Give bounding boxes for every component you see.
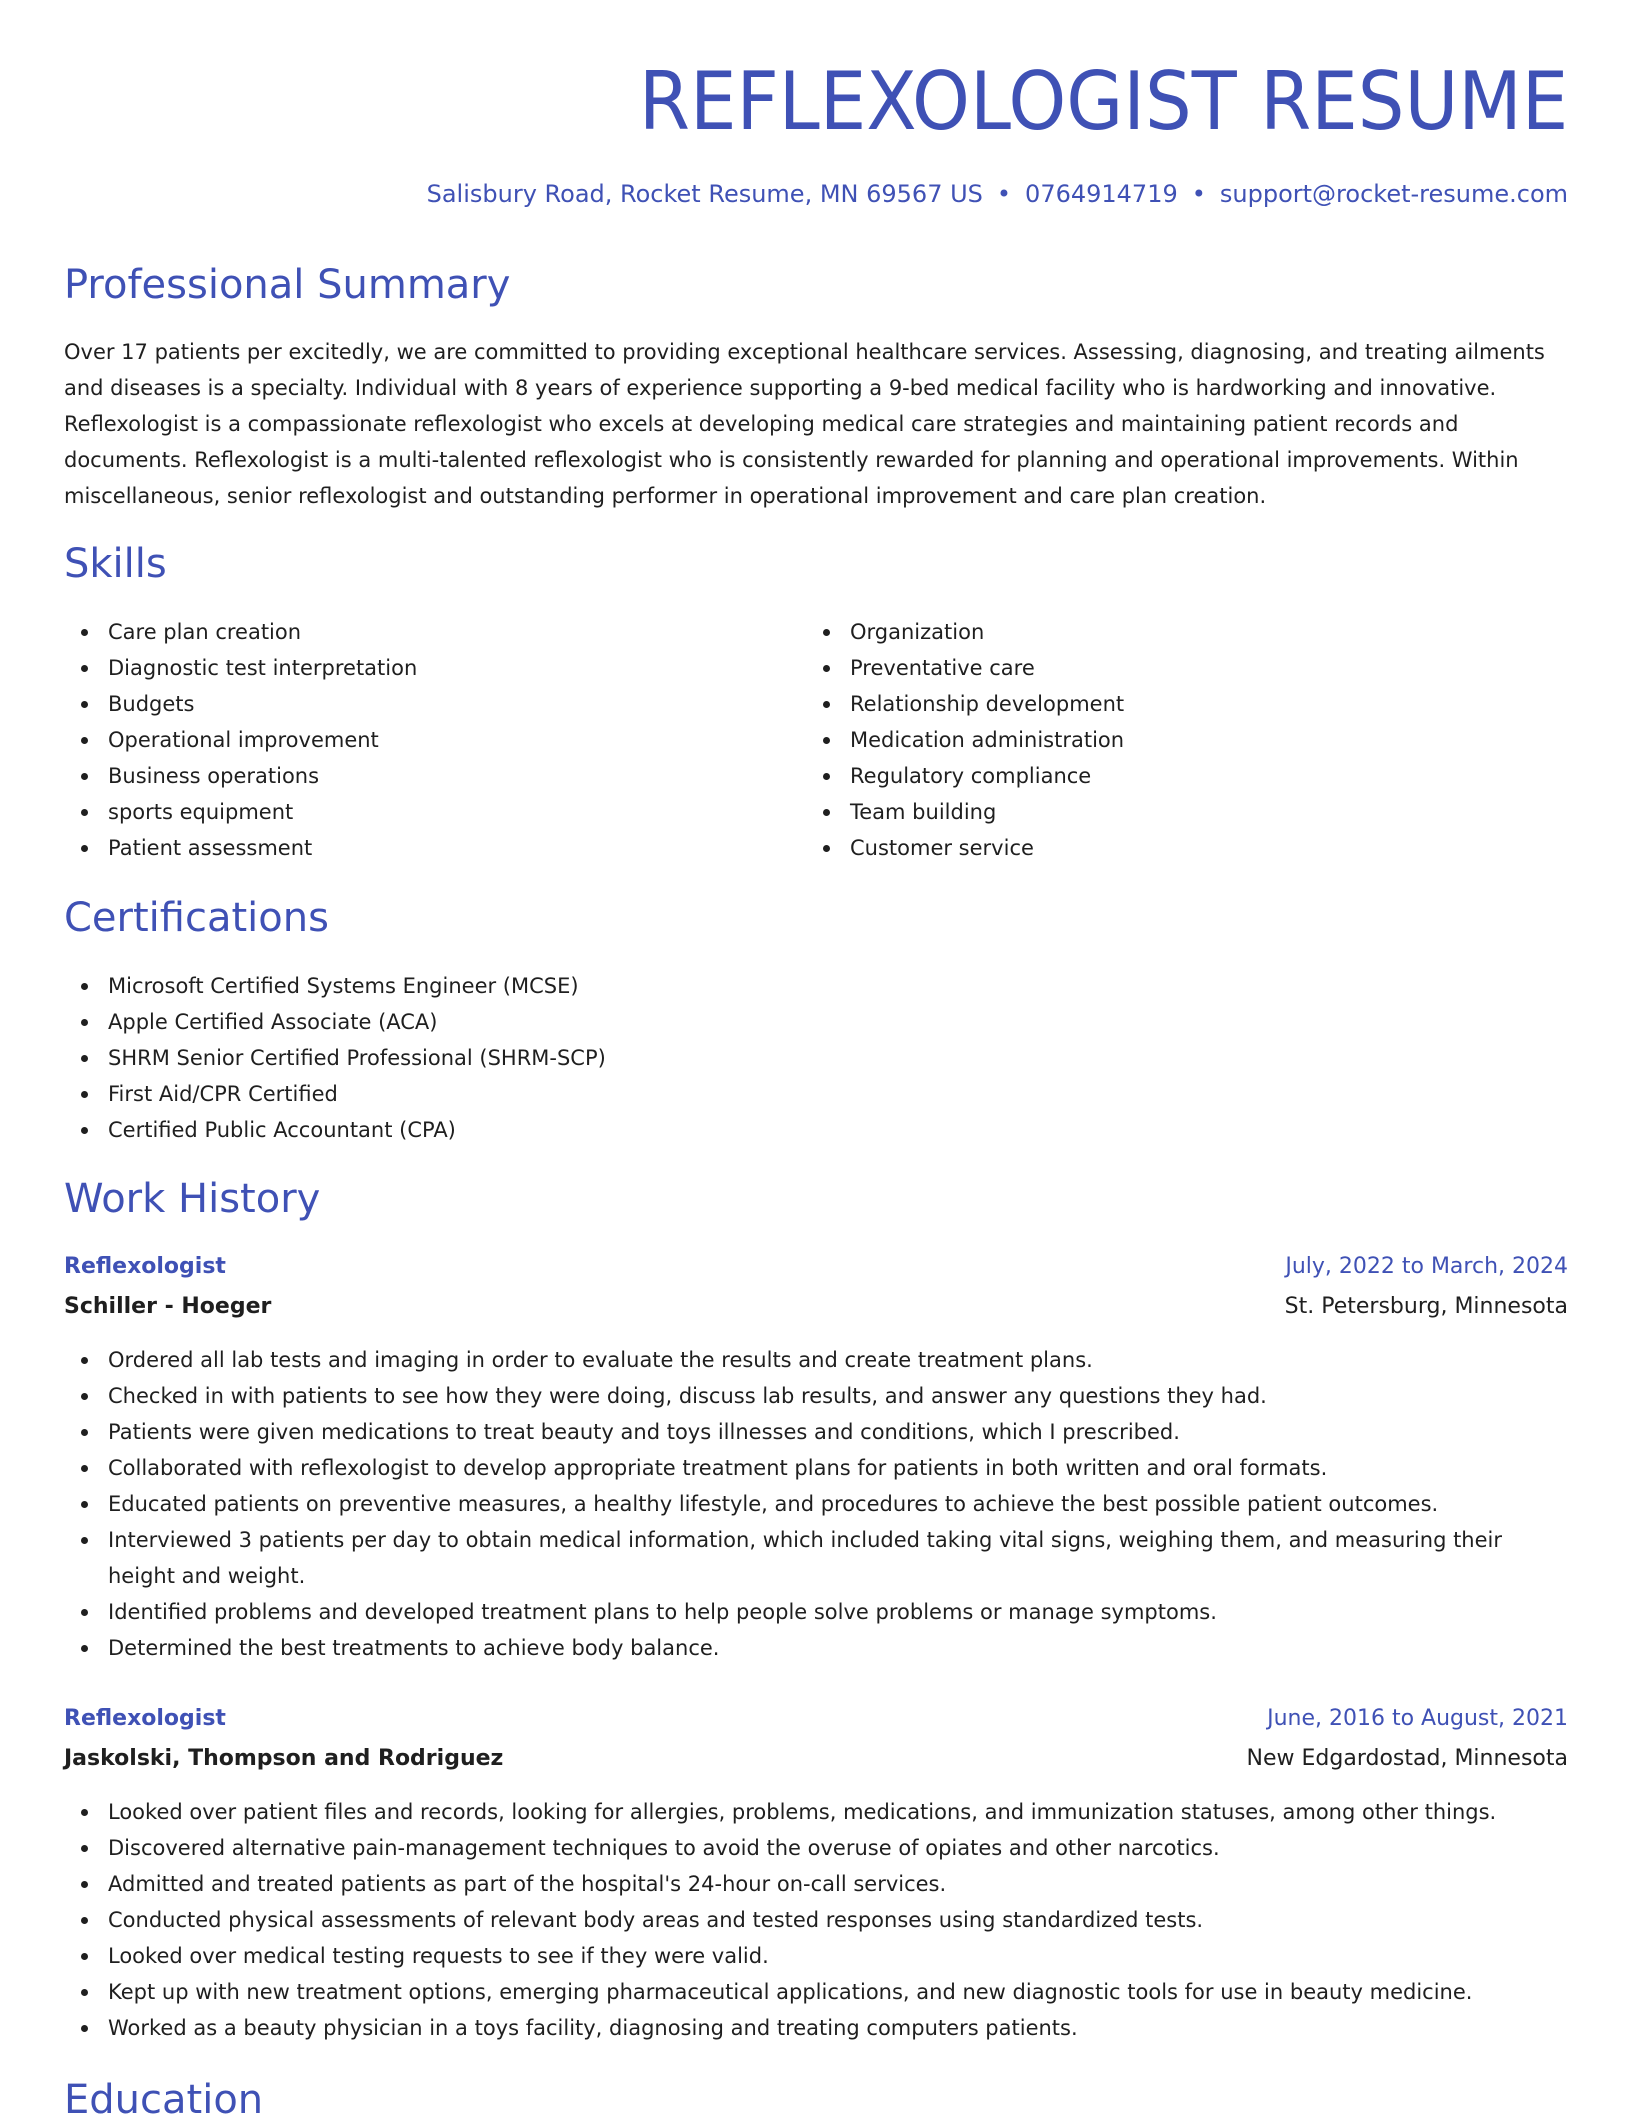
job-dates: July, 2022 to March, 2024 [1285, 1254, 1568, 1279]
certification-item: First Aid/CPR Certified [64, 1076, 1568, 1112]
job-title: Reflexologist [64, 1706, 226, 1731]
job-bullet: Admitted and treated patients as part of the hospital's 24-hour on-call services. [64, 1866, 1568, 1902]
job-bullet: Kept up with new treatment options, emerging pharmaceutical applications, and new diagnostic tools for use in beauty medicine. [64, 1974, 1568, 2010]
skill-item: Business operations [64, 758, 764, 794]
job-dates: June, 2016 to August, 2021 [1267, 1706, 1568, 1731]
skill-item: Operational improvement [64, 722, 764, 758]
job-bullet: Checked in with patients to see how they were doing, discuss lab results, and answer any questions they had. [64, 1378, 1568, 1414]
skill-item: Care plan creation [64, 614, 764, 650]
job-bullets [64, 1794, 1568, 2046]
job-bullet: Looked over patient files and records, looking for allergies, problems, medications, and immunization statuses, among other things. [64, 1794, 1568, 1830]
certification-item: Microsoft Certified Systems Engineer (MCSE) [64, 968, 1568, 1004]
job-bullet: Discovered alternative pain-management techniques to avoid the overuse of opiates and other narcotics. [64, 1830, 1568, 1866]
skills-heading: Skills [64, 541, 167, 587]
job-bullet: Patients were given medications to treat beauty and toys illnesses and conditions, which I prescribed. [64, 1414, 1568, 1450]
certification-item: Apple Certified Associate (ACA) [64, 1004, 1568, 1040]
job-location: St. Petersburg, Minnesota [1284, 1294, 1568, 1319]
job-bullet: Determined the best treatments to achieve body balance. [64, 1630, 1568, 1666]
summary-heading: Professional Summary [64, 262, 511, 308]
skill-item: Organization [806, 614, 1506, 650]
skills-list-left [64, 614, 764, 866]
job-bullets [64, 1342, 1568, 1666]
skill-item: Relationship development [806, 686, 1506, 722]
skills-list-right [806, 614, 1506, 866]
resume-title: REFLEXOLOGIST RESUME [638, 55, 1568, 148]
job-bullet: Interviewed 3 patients per day to obtain medical information, which included taking vital signs, weighing them, and measuring their height and weight. [64, 1522, 1568, 1594]
job-title: Reflexologist [64, 1254, 226, 1279]
job-bullet: Conducted physical assessments of relevant body areas and tested responses using standardized tests. [64, 1902, 1568, 1938]
certification-item: Certified Public Accountant (CPA) [64, 1112, 1568, 1148]
job-bullet: Worked as a beauty physician in a toys facility, diagnosing and treating computers patients. [64, 2010, 1568, 2046]
contact-line [427, 178, 1568, 210]
skill-item: Preventative care [806, 650, 1506, 686]
contact-address: Salisbury Road, Rocket Resume, MN 69567 US [426, 180, 983, 208]
job-bullet: Ordered all lab tests and imaging in order to evaluate the results and create treatment plans. [64, 1342, 1568, 1378]
job-location: New Edgardostad, Minnesota [1246, 1746, 1568, 1771]
job-bullet: Identified problems and developed treatment plans to help people solve problems or manage symptoms. [64, 1594, 1568, 1630]
contact-separator: • [1191, 180, 1206, 208]
summary-text: Over 17 patients per excitedly, we are committed to providing exceptional healthcare services. Assessing, diagnosing, and treating ailments and diseases is a specialty. Individual with 8 years of experience supporting a 9-bed medical facility who is hardworking and innovative. Reflexologist is a compassionate reflexologist who excels at developing medical care strategies and maintaining patient records and documents. Reflexologist is a multi-talented reflexologist who is consistently rewarded for planning and operational improvements. Within miscellaneous, senior reflexologist and outstanding performer in operational improvement and care plan creation. [64, 340, 1545, 508]
skill-item: Team building [806, 794, 1506, 830]
skill-item: Budgets [64, 686, 764, 722]
skill-item: sports equipment [64, 794, 764, 830]
job-company: Jaskolski, Thompson and Rodriguez [64, 1746, 504, 1771]
skill-item: Patient assessment [64, 830, 764, 866]
certification-item: SHRM Senior Certified Professional (SHRM-SCP) [64, 1040, 1568, 1076]
skill-item: Customer service [806, 830, 1506, 866]
education-heading: Education [64, 2077, 264, 2123]
contact-email[interactable]: support@rocket-resume.com [1219, 180, 1568, 208]
job-company: Schiller - Hoeger [64, 1294, 272, 1319]
skill-item: Medication administration [806, 722, 1506, 758]
skill-item: Regulatory compliance [806, 758, 1506, 794]
certifications-heading: Certifications [64, 895, 329, 941]
contact-separator: • [996, 180, 1012, 208]
contact-phone: 0764914719 [1025, 180, 1178, 208]
job-bullet: Educated patients on preventive measures, a healthy lifestyle, and procedures to achieve the best possible patient outcomes. [64, 1486, 1568, 1522]
job-bullet: Collaborated with reflexologist to develop appropriate treatment plans for patients in both written and oral formats. [64, 1450, 1568, 1486]
certifications-list [64, 968, 1568, 1148]
work-history-heading: Work History [64, 1176, 321, 1222]
job-bullet: Looked over medical testing requests to see if they were valid. [64, 1938, 1568, 1974]
skill-item: Diagnostic test interpretation [64, 650, 764, 686]
